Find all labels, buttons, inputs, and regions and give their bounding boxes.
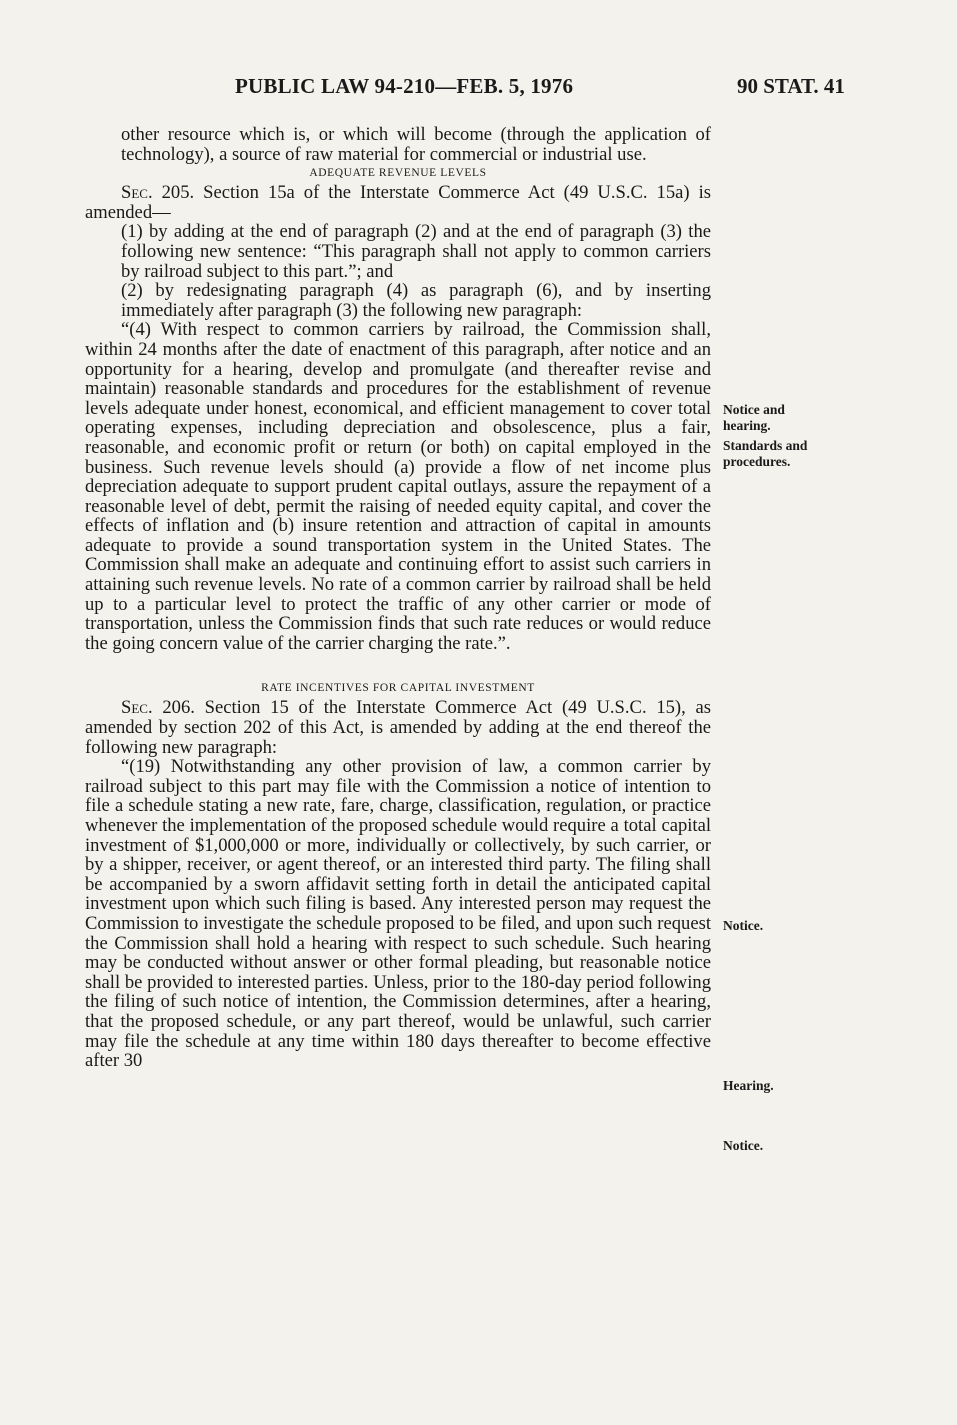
margin-note-hearing: Hearing. <box>723 1078 774 1093</box>
heading-adequate-revenue-levels: ADEQUATE REVENUE LEVELS <box>309 167 487 180</box>
paragraph-19: “(19) Notwithstanding any other provision of law, a common carrier by railroad subject to this part may file with the Commission a notice of intention to file a schedule stating a new rate, fare, charge, classification, regulation, or practice whenever the implementation of the proposed schedule would require a total capital investment of $1,000,000 or more, individually or collectively, by such carrier, or by a shipper, receiver, or agent thereof, or an interested third party. The filing shall be accompanied by a sworn affidavit setting forth in detail the anticipated capital investment upon which such filing is based. Any interested person may request the Commission to investigate the schedule proposed to be filed, and upon such request the Commission shall hold a hearing with respect to such schedule. Such hearing may be conducted without answer or other formal pleading, but reasonable notice shall be provided to interested parties. Unless, prior to the 180-day period following the filing of such notice of intention, the Commission determines, after a hearing, that the proposed schedule, or any part thereof, would be unlawful, such carrier may file the schedule at any time within 180 days thereafter to become effective after 30 <box>85 756 711 1072</box>
item-1: (1) by adding at the end of paragraph (2) and at the end of paragraph (3) the following new sentence: “This paragraph shall not apply to common carriers by railroad subject to this part.”; and <box>121 221 711 282</box>
heading-rate-incentives: RATE INCENTIVES FOR CAPITAL INVESTMENT <box>261 682 535 695</box>
page-header <box>0 74 957 108</box>
paragraph-4: “(4) With respect to common carriers by railroad, the Commission shall, within 24 months after the date of enactment of this paragraph, after notice and an opportunity for a hearing, develop and promulgate (and thereafter revise and maintain) reasonable standards and procedures for the establishment of revenue levels adequate under honest, economical, and efficient management to cover total operating expenses, including depreciation and obsolescence, plus a fair, reasonable, and economic profit or return (or both) on capital employed in the business. Such revenue levels should (a) provide a flow of net income plus depreciation adequate to support prudent capital outlays, assure the repayment of a reasonable level of debt, permit the raising of needed equity capital, and cover the effects of inflation and (b) insure retention and attraction of capital in amounts adequate to provide a sound transportation system in the United States. The Commission shall make an adequate and continuing effort to assist such carriers in attaining such revenue levels. No rate of a common carrier by railroad shall be held up to a particular level to protect the traffic of any other carrier or mode of transportation, unless the Commission finds that such rate reduces or would reduce the going concern value of the carrier charging the rate.”. <box>85 319 711 654</box>
item-2: (2) by redesignating paragraph (4) as paragraph (6), and by inserting immediately after paragraph (3) the following new paragraph: <box>121 280 711 321</box>
section-label: Sec. <box>121 697 153 719</box>
margin-note-notice-and-hearing: Notice and hearing. <box>723 402 785 433</box>
margin-note-notice-2: Notice. <box>723 1138 764 1153</box>
section-206 <box>85 698 711 757</box>
section-206-text: 206. Section 15 of the Interstate Commerce Act (49 U.S.C. 15), as amended by section 202 of this Act, is amended by adding at the end thereof the following new paragraph: <box>85 697 711 758</box>
section-205 <box>85 183 711 222</box>
section-label: Sec. <box>121 182 153 204</box>
body-text <box>85 125 711 1071</box>
margin-note-standards-and-procedures: Standards and procedures. <box>723 438 808 469</box>
stat-page-number: 90 STAT. 41 <box>737 74 845 98</box>
intro-paragraph: other resource which is, or which will become (through the application of technology), a source of raw material for commercial or industrial use. <box>121 124 711 165</box>
margin-note-notice: Notice. <box>723 918 764 933</box>
section-205-text: 205. Section 15a of the Interstate Commerce Act (49 U.S.C. 15a) is amended— <box>85 182 711 223</box>
public-law-title: PUBLIC LAW 94-210—FEB. 5, 1976 <box>235 74 574 98</box>
